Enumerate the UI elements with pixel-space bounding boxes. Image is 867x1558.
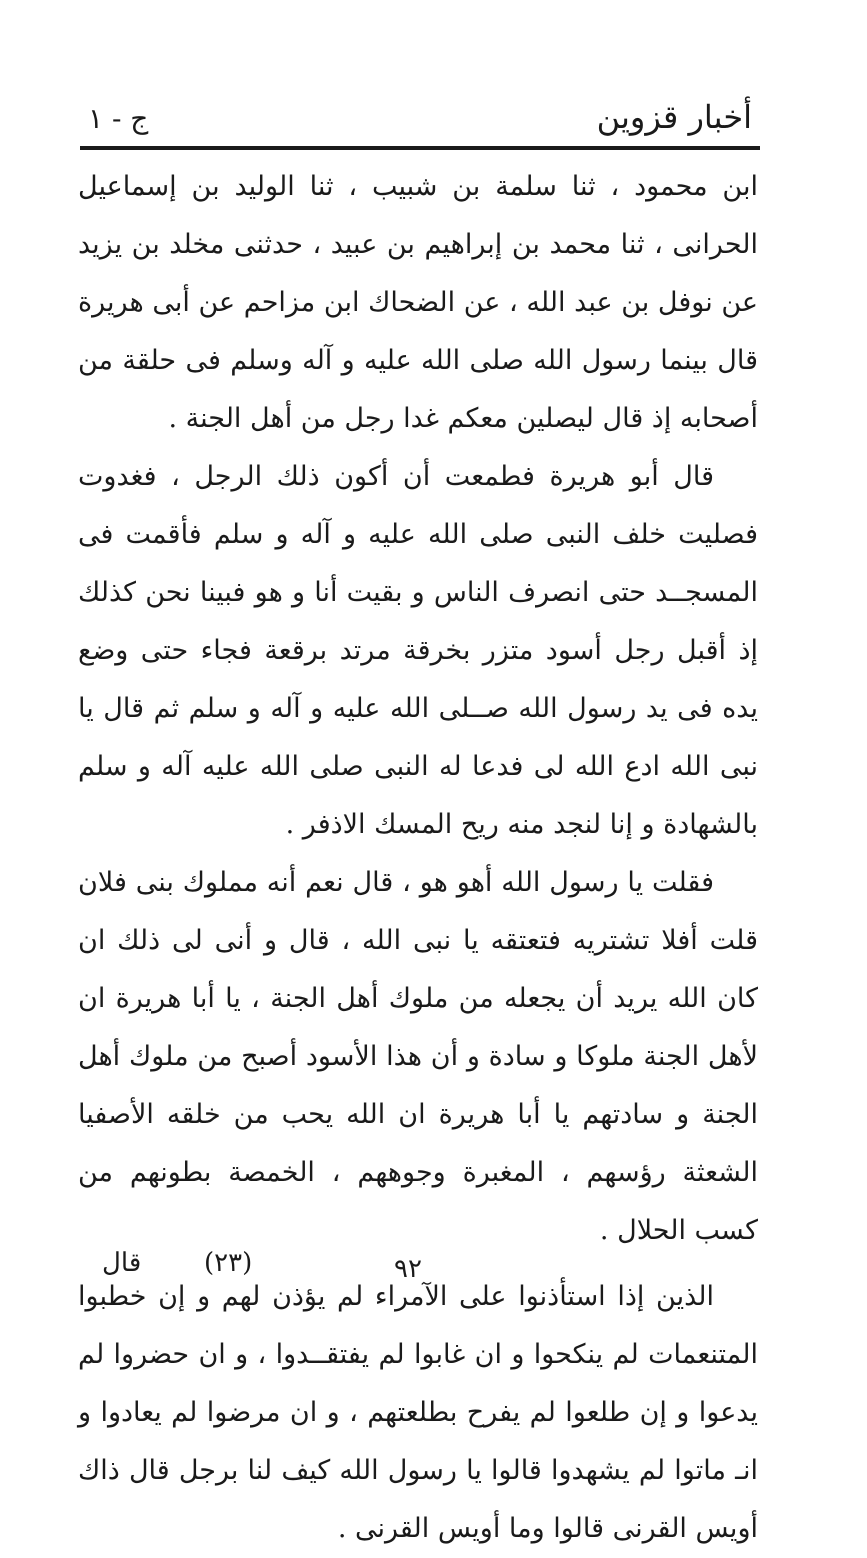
- signature-mark: (٢٣): [204, 1248, 253, 1278]
- paragraph-3: فقلت يا رسول الله أهو هو ، قال نعم أنه مملوك بنى فلان قلت أفلا تشتريه فتعتقه يا نبى الله ، قال و أنى لى ذلك ان كان الله يريد أن يجعله من ملوك أهل الجنة ، يا أبا هريرة ان لأهل الجنة ملوكا و سادة و أن هذا الأسود أصبح من ملوك أهل الجنة و سادتهم يا أبا هريرة ان الله يحب من خلقه الأصفيا الشعثة رؤسهم ، المغبرة وجوههم ، الخمصة بطونهم من كسب الحلال .: [78, 867, 758, 1246]
- body-text: [78, 158, 758, 1558]
- page-number: ٩٢: [394, 1254, 422, 1284]
- page-footer: [80, 1248, 760, 1288]
- running-title: أخبار قزوين: [596, 98, 752, 136]
- paragraph-1: ابن محمود ، ثنا سلمة بن شبيب ، ثنا الوليد بن إسماعيل الحرانى ، ثنا محمد بن إبراهيم بن عبيد ، حدثنى مخلد بن يزيد عن نوفل بن عبد الله ، عن الضحاك ابن مزاحم عن أبى هريرة قال بينما رسول الله صلى الله عليه و آله وسلم فى حلقة من أصحابه إذ قال ليصلين معكم غدا رجل من أهل الجنة .: [78, 171, 758, 434]
- paragraph-4: الذين إذا استأذنوا على الآمراء لم يؤذن لهم و إن خطبوا المتنعمات لم ينكحوا و ان غابوا لم يفتقــدوا ، و ان حضروا لم يدعوا و إن طلعوا لم يفرح بطلعتهم ، و ان مرضوا لم يعادوا و انـ ماتوا لم يشهدوا قالوا يا رسول الله كيف لنا برجل قال ذاك أويس القرنى قالوا وما أويس القرنى .: [78, 1281, 758, 1544]
- header-rule: [80, 146, 760, 150]
- catchword: قال: [102, 1248, 142, 1278]
- volume-label: ج - ١: [88, 102, 149, 135]
- running-header: [80, 96, 752, 146]
- paragraph-2: قال أبو هريرة فطمعت أن أكون ذلك الرجل ، فغدوت فصليت خلف النبى صلى الله عليه و آله و سلم فأقمت فى المسجــد حتى انصرف الناس و بقيت أنا و هو فبينا نحن كذلك إذ أقبل رجل أسود متزر بخرقة مرتد برقعة فجاء حتى وضع يده فى يد رسول الله صــلى الله عليه و آله و سلم ثم قال يا نبى الله ادع الله لى فدعا له النبى صلى الله عليه آله و سلم بالشهادة و إنا لنجد منه ريح المسك الاذفر .: [78, 461, 758, 840]
